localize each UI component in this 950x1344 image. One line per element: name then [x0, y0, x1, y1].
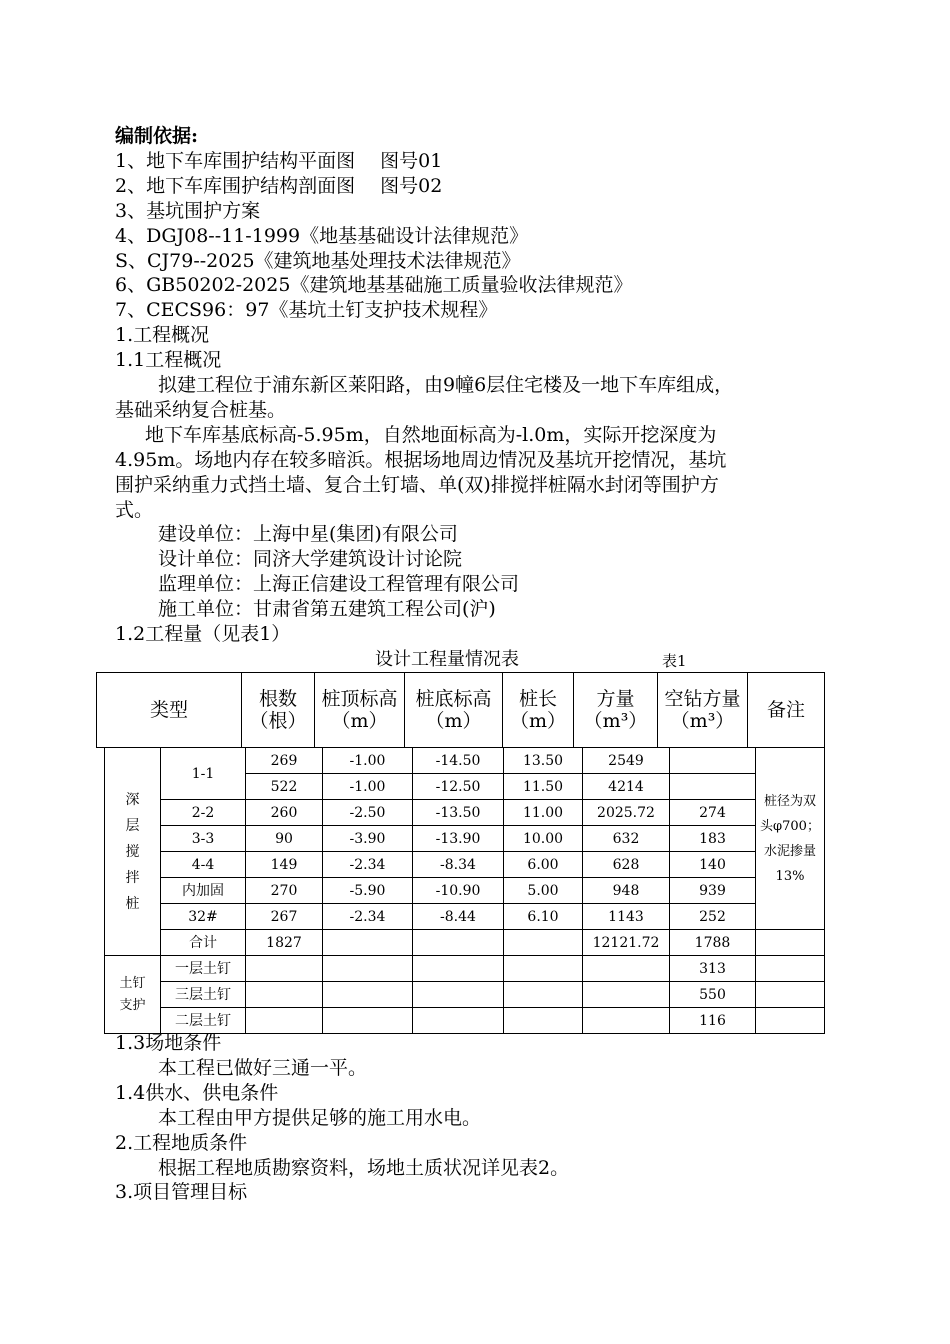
paragraph-line: 围护采纳重力式挡土墙、复合土钉墙、单(双)排搅拌桩隔水封闭等围护方 — [115, 474, 719, 496]
unit-line: 施工单位：甘肃省第五建筑工程公司(沪) — [158, 598, 496, 620]
header-volume: 方量（m³） — [574, 673, 658, 748]
cell-count — [246, 982, 323, 1008]
cell-volume: 12121.72 — [583, 930, 670, 956]
section-heading: 1.4供水、供电条件 — [115, 1082, 279, 1104]
cell-remark — [756, 930, 825, 956]
cell-length: 11.00 — [504, 800, 583, 826]
cell-count: 269 — [246, 748, 323, 774]
cell-count: 90 — [246, 826, 323, 852]
table-number: 表1 — [662, 652, 687, 670]
cell-drill — [670, 774, 756, 800]
cell-volume: 2549 — [583, 748, 670, 774]
paragraph-line: 本工程已做好三通一平。 — [158, 1057, 368, 1079]
cell-count: 270 — [246, 878, 323, 904]
cell-length: 6.10 — [504, 904, 583, 930]
cell-volume: 4214 — [583, 774, 670, 800]
row-name: 二层土钉 — [161, 1008, 246, 1034]
basis-item: 1、地下车库围护结构平面图 图号01 — [115, 150, 443, 172]
section-heading: 1.3场地条件 — [115, 1032, 222, 1054]
row-name: 2-2 — [161, 800, 246, 826]
cell-bottom: -14.50 — [413, 748, 504, 774]
cell-drill: 140 — [670, 852, 756, 878]
cell-volume — [583, 956, 670, 982]
basis-item: 6、GB50202-2025《建筑地基基础施工质量验收法律规范》 — [115, 274, 633, 296]
cell-length: 6.00 — [504, 852, 583, 878]
cell-top: -2.50 — [323, 800, 413, 826]
paragraph-line: 拟建工程位于浦东新区莱阳路，由9幢6层住宅楼及一地下车库组成， — [158, 374, 734, 396]
header-remark: 备注 — [748, 673, 825, 748]
cell-bottom: -13.90 — [413, 826, 504, 852]
basis-item: 7、CECS96：97《基坑土钉支护技术规程》 — [115, 299, 498, 321]
cell-bottom — [413, 930, 504, 956]
cell-top — [323, 930, 413, 956]
section-heading: 1.工程概况 — [115, 324, 210, 346]
table-header — [96, 672, 825, 748]
basis-title: 编制依据: — [115, 125, 199, 147]
unit-line: 设计单位：同济大学建筑设计讨论院 — [158, 548, 463, 570]
cell-top: -2.34 — [323, 904, 413, 930]
cell-count: 149 — [246, 852, 323, 878]
cell-remark — [756, 956, 825, 982]
cell-count — [246, 956, 323, 982]
section-heading: 1.2工程量（见表1） — [115, 623, 291, 645]
cell-top: -3.90 — [323, 826, 413, 852]
cell-volume — [583, 1008, 670, 1034]
header-top: 桩顶标高（m） — [315, 673, 405, 748]
paragraph-line: 4.95m。场地内存在较多暗浜。根据场地周边情况及基坑开挖情况，基坑 — [115, 449, 727, 471]
cell-top — [323, 982, 413, 1008]
paragraph-line: 根据工程地质勘察资料，场地土质状况详见表2。 — [158, 1157, 570, 1179]
cell-bottom: -8.34 — [413, 852, 504, 878]
row-name: 合计 — [161, 930, 246, 956]
row-name: 4-4 — [161, 852, 246, 878]
section-heading: 1.1工程概况 — [115, 349, 222, 371]
row-name: 32# — [161, 904, 246, 930]
cell-volume: 948 — [583, 878, 670, 904]
remark-note: 桩径为双头φ700；水泥掺量13% — [756, 748, 825, 930]
cell-length — [504, 930, 583, 956]
cell-volume: 1143 — [583, 904, 670, 930]
cell-length: 10.00 — [504, 826, 583, 852]
cell-remark — [756, 982, 825, 1008]
cell-bottom: -8.44 — [413, 904, 504, 930]
cell-remark — [756, 1008, 825, 1034]
cell-drill — [670, 748, 756, 774]
paragraph-line: 本工程由甲方提供足够的施工用水电。 — [158, 1107, 482, 1129]
cell-bottom — [413, 1008, 504, 1034]
section-heading: 2.工程地质条件 — [115, 1132, 248, 1154]
cell-top — [323, 956, 413, 982]
cell-drill: 550 — [670, 982, 756, 1008]
row-name: 一层土钉 — [161, 956, 246, 982]
cell-length: 11.50 — [504, 774, 583, 800]
cell-bottom: -13.50 — [413, 800, 504, 826]
table-body — [104, 747, 825, 1034]
table-caption: 设计工程量情况表 — [375, 649, 519, 670]
cell-drill: 313 — [670, 956, 756, 982]
cell-drill: 116 — [670, 1008, 756, 1034]
cell-length — [504, 1008, 583, 1034]
header-type: 类型 — [97, 673, 242, 748]
cell-drill: 274 — [670, 800, 756, 826]
header-bottom: 桩底标高（m） — [405, 673, 503, 748]
cell-top: -5.90 — [323, 878, 413, 904]
header-drill: 空钻方量（m³） — [658, 673, 748, 748]
row-name: 1-1 — [161, 748, 246, 800]
basis-item: 4、DGJ08--11-1999《地基基础设计法律规范》 — [115, 225, 529, 247]
cell-bottom — [413, 956, 504, 982]
row-name: 3-3 — [161, 826, 246, 852]
cell-bottom: -12.50 — [413, 774, 504, 800]
cell-volume: 632 — [583, 826, 670, 852]
cell-top: -1.00 — [323, 748, 413, 774]
header-length: 桩长（m） — [503, 673, 574, 748]
basis-item: S、CJ79--2025《建筑地基处理技术法律规范》 — [115, 250, 521, 272]
group-label: 深层搅拌桩 — [105, 748, 161, 956]
section-heading: 3.项目管理目标 — [115, 1181, 248, 1203]
cell-count: 260 — [246, 800, 323, 826]
cell-drill: 1788 — [670, 930, 756, 956]
unit-line: 监理单位：上海正信建设工程管理有限公司 — [158, 573, 520, 595]
cell-length — [504, 982, 583, 1008]
cell-bottom — [413, 982, 504, 1008]
cell-length — [504, 956, 583, 982]
cell-count — [246, 1008, 323, 1034]
header-count: 根数（根） — [242, 673, 315, 748]
row-name: 内加固 — [161, 878, 246, 904]
cell-count: 267 — [246, 904, 323, 930]
cell-volume — [583, 982, 670, 1008]
cell-drill: 183 — [670, 826, 756, 852]
cell-length: 5.00 — [504, 878, 583, 904]
cell-top: -1.00 — [323, 774, 413, 800]
cell-top — [323, 1008, 413, 1034]
paragraph-line: 式。 — [115, 499, 154, 521]
paragraph-line: 地下车库基底标高-5.95m，自然地面标高为-l.0m，实际开挖深度为 — [145, 424, 717, 446]
basis-item: 2、地下车库围护结构剖面图 图号02 — [115, 175, 443, 197]
cell-drill: 939 — [670, 878, 756, 904]
row-name: 三层土钉 — [161, 982, 246, 1008]
unit-line: 建设单位：上海中星(集团)有限公司 — [158, 523, 458, 545]
cell-volume: 2025.72 — [583, 800, 670, 826]
cell-top: -2.34 — [323, 852, 413, 878]
cell-count: 1827 — [246, 930, 323, 956]
paragraph-line: 基础采纳复合桩基。 — [115, 399, 287, 421]
cell-length: 13.50 — [504, 748, 583, 774]
cell-count: 522 — [246, 774, 323, 800]
cell-volume: 628 — [583, 852, 670, 878]
cell-drill: 252 — [670, 904, 756, 930]
basis-item: 3、基坑围护方案 — [115, 200, 261, 222]
group-label: 土钉支护 — [105, 956, 161, 1034]
cell-bottom: -10.90 — [413, 878, 504, 904]
